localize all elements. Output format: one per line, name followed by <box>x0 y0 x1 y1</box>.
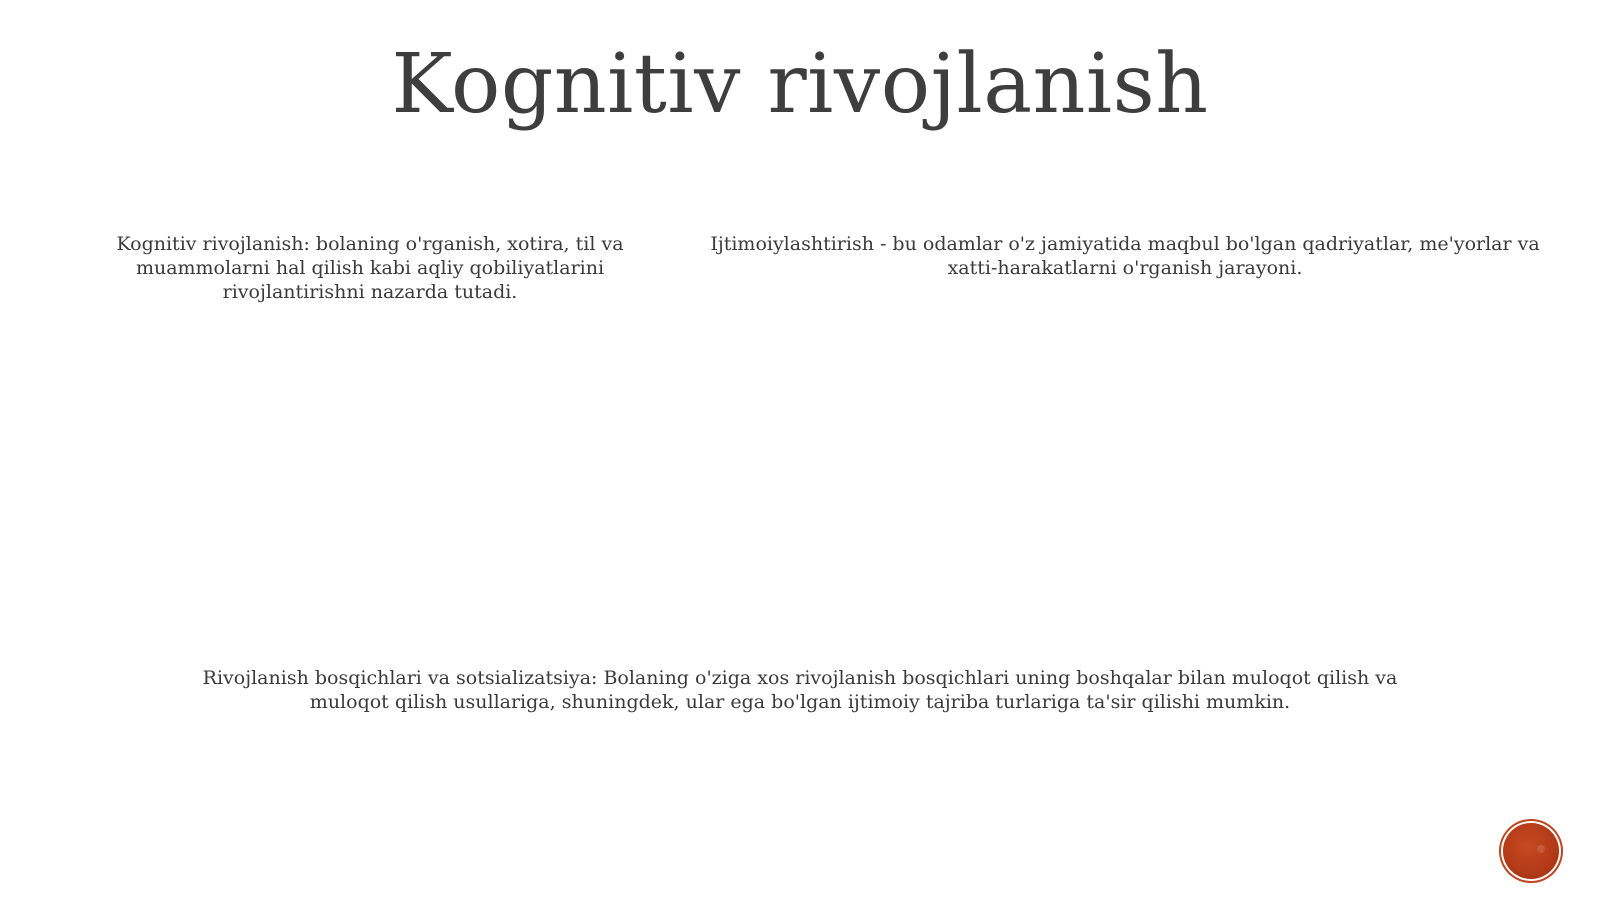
text-block-cognitive: Kognitiv rivojlanish: bolaning o'rganish, xotira, til va muammolarni hal qilish kabi aqliy qobiliyatlarini rivojlantirishni nazarda tutadi. <box>116 233 624 303</box>
text-block-socialization: Ijtimoiylashtirish - bu odamlar o'z jamiyatida maqbul bo'lgan qadriyatlar, me'yorlar va xatti-harakatlarni o'rganish jarayoni. <box>710 233 1540 279</box>
circle-nav-icon <box>1537 845 1545 853</box>
nav-button[interactable] <box>1503 823 1559 879</box>
slide-title: Kognitiv rivojlanish <box>391 37 1209 132</box>
text-block-stages: Rivojlanish bosqichlari va sotsializatsiya: Bolaning o'ziga xos rivojlanish bosqichlari uning boshqalar bilan muloqot qilish va muloqot qilish usullariga, shuningdek, ular ega bo'lgan ijtimoiy tajriba turlariga ta'sir qilishi mumkin. <box>202 667 1398 713</box>
